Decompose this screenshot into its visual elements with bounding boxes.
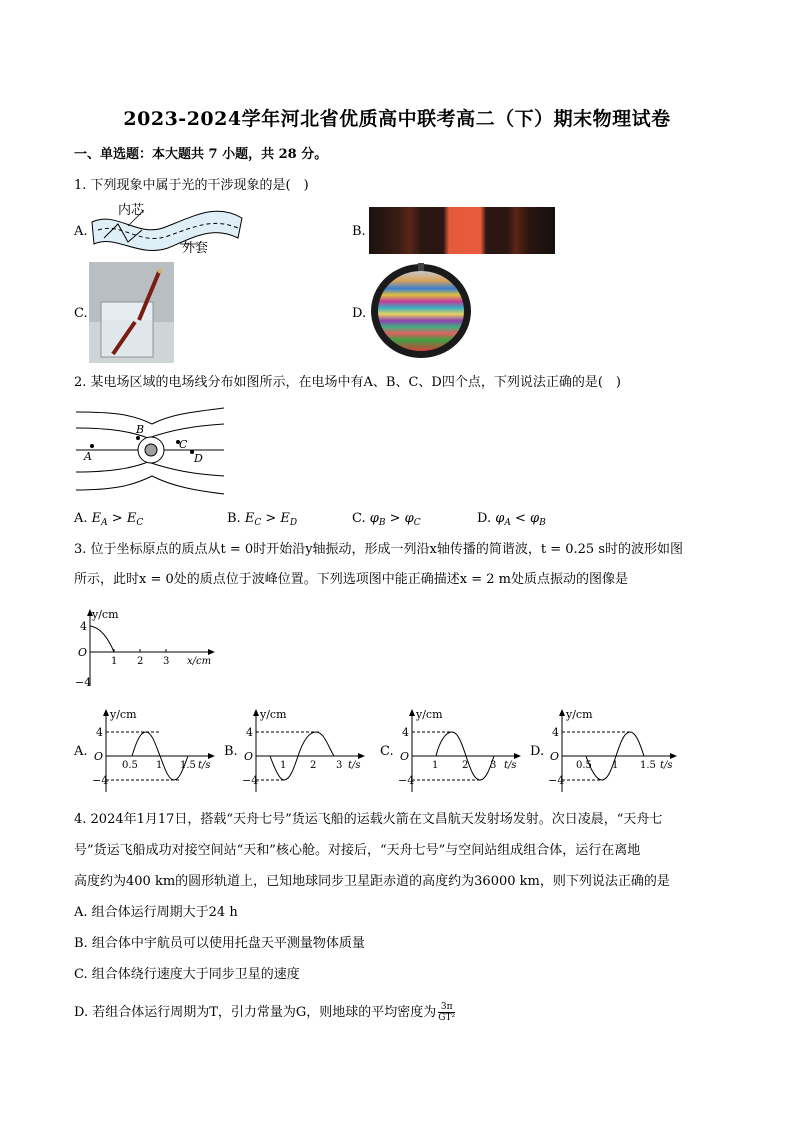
- svg-text:y/cm: y/cm: [260, 708, 287, 721]
- q4-option-b: B. 组合体中宇航员可以使用托盘天平测量物体质量: [74, 936, 365, 951]
- svg-text:O: O: [550, 750, 560, 763]
- q4-line2: 号”货运飞船成功对接空间站“天和”核心舱。对接后，“天舟七号”与空间站组成组合体，运行在离地: [74, 843, 641, 858]
- q1-fiber-figure: [88, 200, 248, 258]
- q1-soap-film-image: [369, 263, 473, 359]
- q1-option-b-label: B.: [352, 224, 366, 239]
- q2-stem: 2. 某电场区域的电场线分布如图所示，在电场中有A、B、C、D四个点，下列说法正确的是( ): [74, 375, 621, 390]
- svg-text:y/cm: y/cm: [416, 708, 443, 721]
- q3-option-a-label: A.: [74, 744, 88, 759]
- svg-text:0.5: 0.5: [122, 760, 138, 771]
- svg-text:1: 1: [156, 760, 163, 771]
- svg-text:y/cm: y/cm: [566, 708, 593, 721]
- q4-option-a: A. 组合体运行周期大于24 h: [74, 905, 238, 920]
- q2-option-b: B. $E_C > E_D$: [227, 511, 298, 528]
- q3-option-c-graph: [396, 706, 524, 794]
- q3-option-d-graph: [546, 706, 680, 794]
- point-c-label: C: [179, 438, 188, 451]
- q4-line3: 高度约为400 km的圆形轨道上，已知地球同步卫星距赤道的高度约为36000 km，则下列说法正确的是: [74, 874, 670, 889]
- svg-text:4: 4: [246, 726, 253, 739]
- svg-text:1: 1: [612, 760, 619, 771]
- svg-text:3: 3: [336, 760, 343, 771]
- q1-option-d-label: D.: [352, 306, 367, 321]
- svg-text:t/s: t/s: [504, 760, 517, 771]
- svg-text:4: 4: [96, 726, 103, 739]
- svg-text:1.5: 1.5: [640, 760, 656, 771]
- svg-text:3: 3: [163, 656, 170, 667]
- svg-text:t/s: t/s: [198, 760, 211, 771]
- svg-text:−4: −4: [75, 676, 92, 689]
- q3-option-b-label: B.: [224, 744, 238, 759]
- q3-line1: 3. 位于坐标原点的质点从t = 0时开始沿y轴振动，形成一列沿x轴传播的简谐波，t = 0.25 s时的波形如图: [74, 542, 683, 557]
- q3-option-d-label: D.: [530, 744, 545, 759]
- q3-line2: 所示，此时x = 0处的质点位于波峰位置。下列选项图中能正确描述x = 2 m处质点振动的图像是: [74, 572, 628, 587]
- wave-ylabel: y/cm: [92, 608, 119, 621]
- svg-text:1.5: 1.5: [180, 760, 196, 771]
- point-b-label: B: [136, 423, 145, 436]
- q2-option-a: A. $E_A > E_C$: [74, 511, 144, 528]
- q2-option-c: C. $\varphi_B > \varphi_C$: [352, 511, 421, 528]
- svg-text:O: O: [78, 646, 88, 659]
- density-fraction: $\frac{3\pi}{\text{GT²}}$: [438, 1002, 456, 1023]
- q2-option-d: D. $\varphi_A < \varphi_B$: [477, 511, 546, 528]
- svg-text:−4: −4: [548, 774, 565, 787]
- q3-option-a-graph: [90, 706, 218, 794]
- svg-text:3: 3: [490, 760, 497, 771]
- q4-option-d: [74, 1002, 455, 1023]
- wave-xlabel: x/cm: [187, 656, 212, 667]
- svg-text:2: 2: [137, 656, 144, 667]
- q2-electric-field-figure: [72, 402, 228, 498]
- q1-option-c-label: C.: [74, 306, 88, 321]
- svg-text:t/s: t/s: [660, 760, 673, 771]
- q4-option-d-text: D. 若组合体运行周期为T，引力常量为G，则地球的平均密度为: [74, 1005, 437, 1020]
- svg-text:1: 1: [432, 760, 439, 771]
- svg-text:−4: −4: [92, 774, 109, 787]
- q3-option-b-graph: [240, 706, 368, 794]
- q1-pencil-in-water-image: [89, 262, 174, 363]
- q4-line1: 4. 2024年1月17日，搭载“天舟七号”货运飞船的运载火箭在文昌航天发射场发射。次日凌晨，“天舟七: [74, 812, 663, 827]
- q1-option-a-label: A.: [74, 224, 88, 239]
- fig-a-outer-label: 外套: [182, 241, 209, 256]
- q4-option-c: C. 组合体绕行速度大于同步卫星的速度: [74, 967, 300, 982]
- svg-text:4: 4: [552, 726, 559, 739]
- svg-text:4: 4: [402, 726, 409, 739]
- svg-text:O: O: [244, 750, 254, 763]
- svg-text:O: O: [400, 750, 410, 763]
- svg-text:−4: −4: [242, 774, 259, 787]
- svg-text:y/cm: y/cm: [110, 708, 137, 721]
- q1-stem: 1. 下列现象中属于光的干涉现象的是( ): [74, 178, 309, 193]
- svg-text:1: 1: [111, 656, 118, 667]
- point-d-label: D: [194, 452, 203, 465]
- svg-text:0.5: 0.5: [576, 760, 592, 771]
- section-heading: 一、单选题：本大题共 7 小题，共 28 分。: [74, 147, 328, 162]
- q3-waveform-figure: [72, 606, 222, 690]
- fig-a-inner-label: 内芯: [118, 203, 145, 218]
- svg-text:4: 4: [80, 620, 87, 633]
- point-a-label: A: [84, 450, 92, 463]
- svg-text:−4: −4: [398, 774, 415, 787]
- svg-text:2: 2: [310, 760, 317, 771]
- exam-title: 2023-2024学年河北省优质高中联考高二（下）期末物理试卷: [123, 108, 671, 130]
- svg-text:1: 1: [280, 760, 287, 771]
- q1-diffraction-image: [369, 207, 555, 254]
- q3-option-c-label: C.: [380, 744, 394, 759]
- svg-text:O: O: [94, 750, 104, 763]
- svg-text:2: 2: [462, 760, 469, 771]
- svg-text:t/s: t/s: [348, 760, 361, 771]
